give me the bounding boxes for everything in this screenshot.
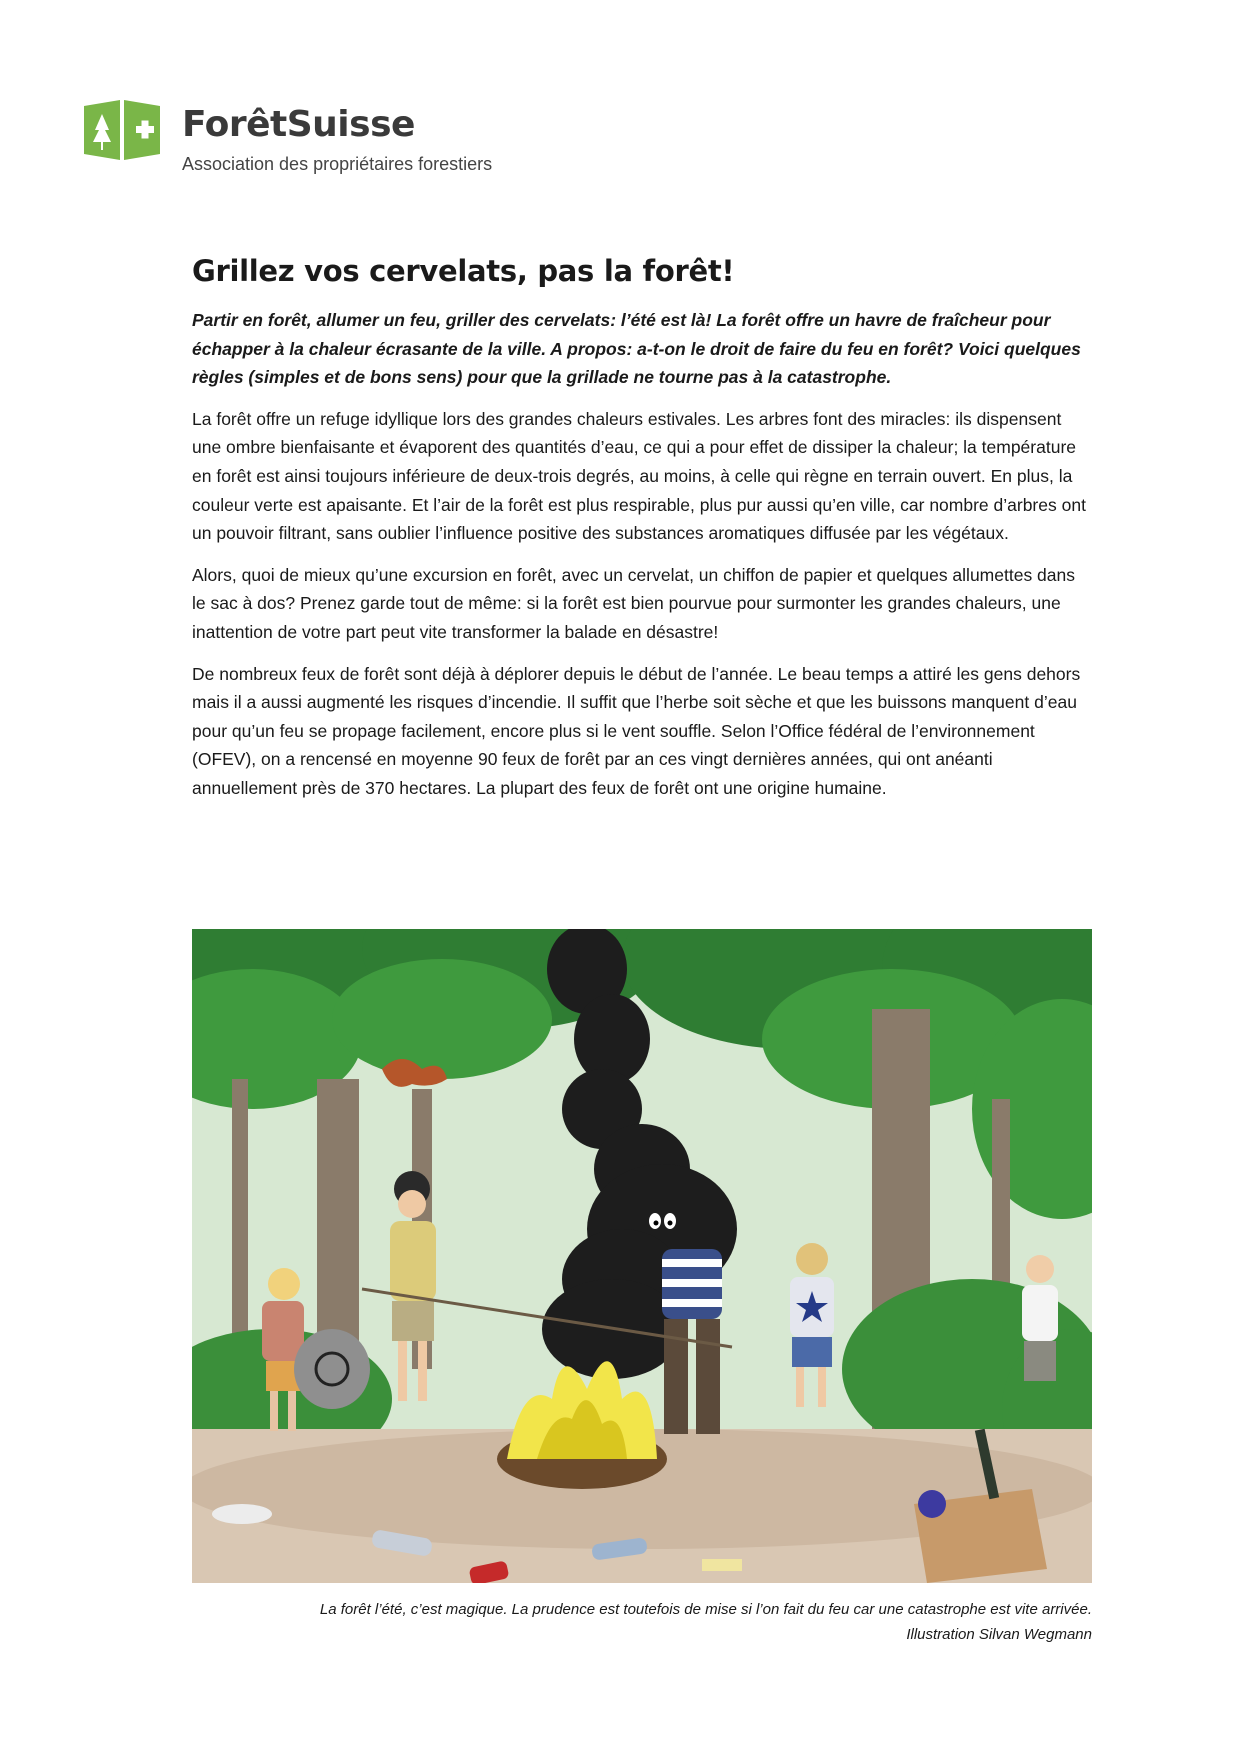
brand-tagline: Association des propriétaires forestiers — [182, 154, 493, 174]
article-title: Grillez vos cervelats, pas la forêt! — [192, 254, 735, 288]
forest-fire-illustration — [192, 929, 1092, 1583]
brand-name: ForêtSuisse — [182, 104, 415, 145]
article-paragraph: De nombreux feux de forêt sont déjà à déplorer depuis le début de l’année. Le beau temps a attiré les gens dehors mais il a aussi augmenté les risques d’incendie. Il suffit que l’herbe soit sèche et que les buissons manquent d’eau pour qu’un feu se propage facilement, encore plus si le vent souffle. Selon l’Office fédéral de l’environnement (OFEV), on a rencensé en moyenne 90 feux de forêt par an ces vingt dernières années, qui ont anéanti annuellement près de 370 hectares. La plupart des feux de forêt ont une origine humaine. — [192, 663, 1081, 798]
article-paragraph: La forêt offre un refuge idyllique lors des grandes chaleurs estivales. Les arbres font des miracles: ils dispensent une ombre bienfaisante et évaporent des quantités d’eau, ce qui a pour effet de dissiper la chaleur; la température en forêt est ainsi toujours inférieure de deux-trois degrés, au moins, à celle qui règne en terrain ouvert. En plus, la couleur verte est apaisante. Et l’air de la forêt est plus respirable, plus pur aussi qu’en ville, car nombre d’arbres ont un pouvoir filtrant, sans oublier l’influence positive des substances aromatiques diffusée par les végétaux. — [192, 408, 1086, 544]
figure-credit: Illustration Silvan Wegmann — [906, 1626, 1092, 1643]
figure-caption-text: La forêt l’été, c’est magique. La prudence est toutefois de mise si l’on fait du feu car une catastrophe est vite arrivée. — [319, 1601, 1092, 1618]
figure-caption — [192, 1597, 1092, 1647]
article-paragraph: Alors, quoi de mieux qu’une excursion en forêt, avec un cervelat, un chiffon de papier et quelques allumettes dans le sac à dos? Prenez garde tout de même: si la forêt est bien pourvue pour surmonter les grandes chaleurs, une inattention de votre part peut vite transformer la balade en désastre! — [192, 564, 1075, 642]
foretsuisse-logo-icon — [84, 100, 160, 160]
article-lead: Partir en forêt, allumer un feu, griller des cervelats: l’été est là! La forêt offre un havre de fraîcheur pour échapper à la chaleur écrasante de la ville. A propos: a-t-on le droit de faire du feu en forêt? Voici quelques règles (simples et de bons sens) pour que la grillade ne tourne pas à la catastrophe. — [192, 310, 1081, 388]
article — [192, 254, 1092, 816]
